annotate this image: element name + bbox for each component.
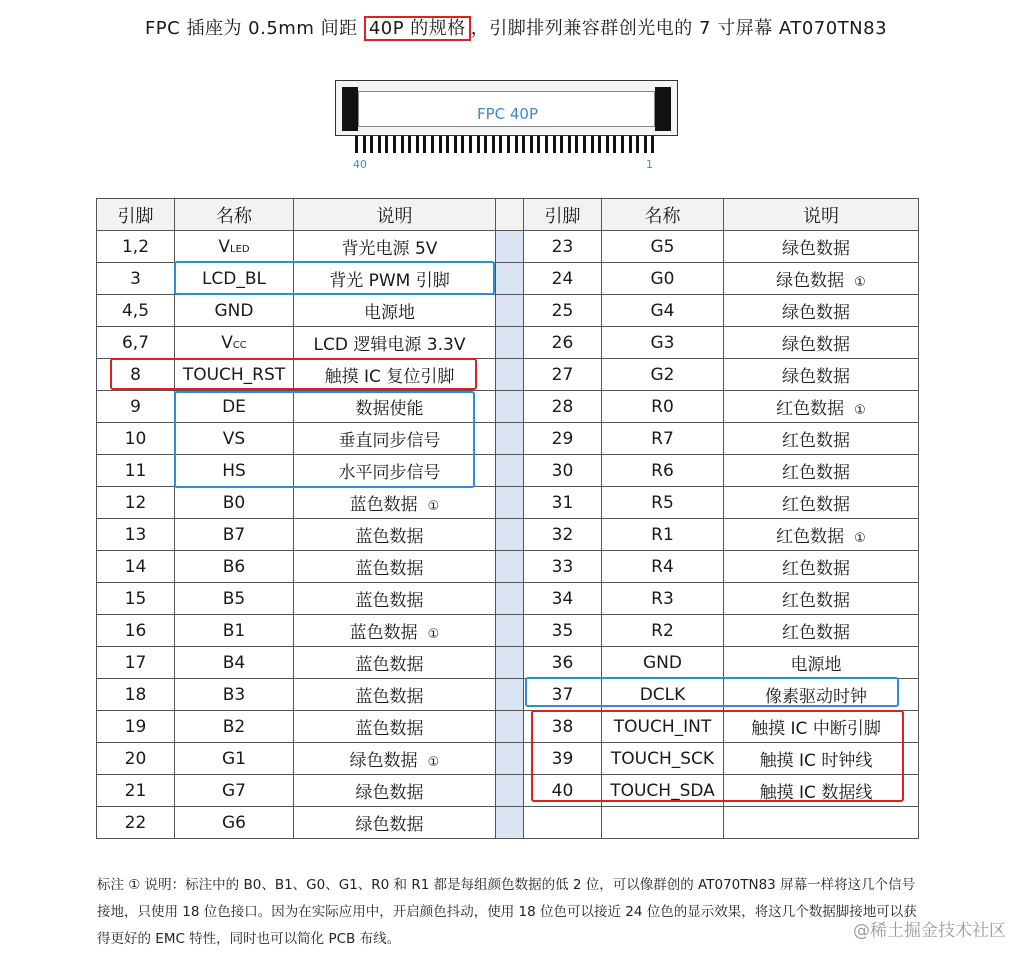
connector-pin: [598, 136, 601, 153]
footnote-marker: ①: [427, 499, 440, 514]
table-row: [97, 583, 919, 615]
desc-text: 红色数据: [776, 527, 845, 547]
cell-pin: 11: [97, 455, 175, 487]
cell-pin: 25: [524, 295, 602, 327]
cell-pin: 12: [97, 487, 175, 519]
header-pin: 引脚: [97, 199, 175, 231]
cell-name: TOUCH_INT: [602, 711, 724, 743]
connector-pin: [583, 136, 586, 153]
connector-pin: [522, 136, 525, 153]
name-text: G7: [222, 780, 246, 801]
cell-name: [175, 327, 294, 359]
connector-pin: [575, 136, 578, 153]
connector-pin: [644, 136, 647, 153]
table-separator: [496, 743, 524, 775]
cell-desc: [724, 519, 919, 551]
table-row: [97, 647, 919, 679]
cell-pin: 4,5: [97, 295, 175, 327]
table-row: [97, 711, 919, 743]
cell-desc: [294, 391, 496, 423]
cell-name: [175, 391, 294, 423]
cell-desc: [724, 583, 919, 615]
name-text: DE: [222, 396, 246, 417]
cell-name: R0: [602, 391, 724, 423]
connector-pin: [636, 136, 639, 153]
connector-pin: [408, 136, 411, 153]
cell-pin: 1,2: [97, 231, 175, 263]
cell-desc: [724, 295, 919, 327]
table-separator: [496, 359, 524, 391]
footnote-marker: ①: [854, 531, 866, 546]
name-text: G6: [222, 812, 246, 833]
cell-name: [175, 583, 294, 615]
connector-pin: [439, 136, 442, 153]
cell-pin: 26: [524, 327, 602, 359]
header-desc: 说明: [724, 199, 919, 231]
cell-name: G2: [602, 359, 724, 391]
name-subscript: LED: [230, 243, 250, 255]
table-row: [97, 775, 919, 807]
table-row: [97, 391, 919, 423]
desc-text: 红色数据: [782, 559, 850, 579]
connector-pin: [492, 136, 495, 153]
desc-text: 绿色数据: [355, 783, 424, 803]
connector-pin: [393, 136, 396, 153]
cell-name: DCLK: [602, 679, 724, 711]
table-separator: [496, 423, 524, 455]
table-row: [97, 295, 919, 327]
title-before: FPC 插座为 0.5mm 间距: [144, 18, 364, 39]
connector-pin: [553, 136, 556, 153]
cell-name: [175, 679, 294, 711]
cell-desc: [724, 231, 919, 263]
table-separator: [496, 711, 524, 743]
cell-name: G3: [602, 327, 724, 359]
cell-pin: 18: [97, 679, 175, 711]
cell-desc: [724, 711, 919, 743]
cell-pin: 15: [97, 583, 175, 615]
watermark: @稀土掘金技术社区: [853, 921, 1006, 941]
cell-desc: [294, 647, 496, 679]
table-row: [97, 743, 919, 775]
name-text: V: [221, 332, 233, 353]
name-text: B2: [222, 716, 246, 737]
cell-pin: 6,7: [97, 327, 175, 359]
table-separator: [496, 615, 524, 647]
name-subscript: CC: [232, 339, 247, 351]
cell-desc: [724, 679, 919, 711]
footnote-marker: ①: [854, 403, 866, 418]
cell-desc: [294, 359, 496, 391]
table-separator: [496, 263, 524, 295]
cell-pin: 17: [97, 647, 175, 679]
connector-pin: [568, 136, 571, 153]
table-row: [97, 263, 919, 295]
desc-text: 背光电源 5V: [341, 239, 438, 259]
cell-desc: [294, 679, 496, 711]
cell-desc: [294, 295, 496, 327]
connector-pin: [385, 136, 388, 153]
table-separator: [496, 199, 524, 231]
desc-text: 绿色数据: [782, 303, 850, 323]
table-separator: [496, 487, 524, 519]
cell-desc: [724, 455, 919, 487]
footnote-marker: ①: [427, 627, 440, 642]
cell-pin: 24: [524, 263, 602, 295]
cell-name: R5: [602, 487, 724, 519]
connector-pin: [446, 136, 449, 153]
name-text: TOUCH_RST: [182, 364, 286, 385]
connector-pin: [530, 136, 533, 153]
cell-desc: [724, 647, 919, 679]
table-header-row: [97, 199, 919, 231]
cell-name: [175, 487, 294, 519]
desc-text: 数据使能: [355, 399, 424, 419]
cell-desc: [724, 487, 919, 519]
desc-text: 红色数据: [782, 495, 850, 515]
footnote-marker: ①: [854, 275, 866, 290]
desc-text: 红色数据: [776, 399, 845, 419]
connector-pin: [355, 136, 358, 153]
desc-text: 蓝色数据: [355, 655, 424, 675]
connector-pin: [651, 136, 654, 153]
connector-pin: [401, 136, 404, 153]
cell-pin: 14: [97, 551, 175, 583]
desc-text: 蓝色数据: [355, 687, 424, 707]
name-text: B7: [222, 524, 246, 545]
cell-desc: [724, 615, 919, 647]
connector-pins: [355, 136, 658, 154]
cell-name: R2: [602, 615, 724, 647]
cell-pin: 13: [97, 519, 175, 551]
table-separator: [496, 295, 524, 327]
cell-pin: 20: [97, 743, 175, 775]
desc-text: 蓝色数据: [349, 495, 418, 515]
cell-name: TOUCH_SDA: [602, 775, 724, 807]
cell-pin: 39: [524, 743, 602, 775]
cell-desc: [294, 263, 496, 295]
page-title: [0, 14, 1032, 40]
connector-body: [335, 80, 678, 136]
name-text: B3: [222, 684, 246, 705]
cell-name: [175, 775, 294, 807]
cell-pin: 21: [97, 775, 175, 807]
connector-pin: [606, 136, 609, 153]
table-separator: [496, 679, 524, 711]
cell-pin: 23: [524, 231, 602, 263]
desc-text: 红色数据: [782, 431, 850, 451]
connector-pin: [431, 136, 434, 153]
cell-pin: 22: [97, 807, 175, 839]
name-text: V: [218, 236, 231, 257]
desc-text: 绿色数据: [782, 367, 850, 387]
title-highlight: 40P 的规格: [364, 16, 471, 41]
table-separator: [496, 455, 524, 487]
cell-desc: [294, 807, 496, 839]
cell-name: [175, 519, 294, 551]
cell-desc: [724, 743, 919, 775]
connector-pin: [416, 136, 419, 153]
cell-name: [175, 231, 294, 263]
name-text: VS: [222, 428, 246, 449]
cell-pin: 38: [524, 711, 602, 743]
name-text: B5: [222, 588, 246, 609]
cell-pin: 32: [524, 519, 602, 551]
cell-desc: [294, 487, 496, 519]
header-name: 名称: [602, 199, 724, 231]
cell-desc: [294, 711, 496, 743]
connector-pin: [591, 136, 594, 153]
footnote: 标注 ① 说明：标注中的 B0、B1、G0、G1、R0 和 R1 都是每组颜色数据的低 2 位，可以像群创的 AT070TN83 屏幕一样将这几个信号接地，只使用 18 位色接口。因为在实际应用中，开启颜色抖动，使用 18 位色可以接近 24 位色的显示效果，将这几个数据脚接地可以获得更好的 EMC 特性，同时也可以简化 PCB 布线。: [97, 877, 917, 947]
desc-text: 红色数据: [782, 591, 850, 611]
cell-desc: [294, 615, 496, 647]
cell-desc: [724, 263, 919, 295]
name-text: B6: [222, 556, 246, 577]
desc-text: 蓝色数据: [355, 591, 424, 611]
cell-desc: [294, 327, 496, 359]
desc-text: 绿色数据: [349, 751, 418, 771]
cell-name: [602, 807, 724, 839]
cell-name: R7: [602, 423, 724, 455]
desc-text: 蓝色数据: [355, 559, 424, 579]
desc-text: 触摸 IC 中断引脚: [751, 719, 881, 739]
cell-name: [175, 807, 294, 839]
table-row: [97, 487, 919, 519]
table-row: [97, 327, 919, 359]
desc-text: 绿色数据: [782, 239, 850, 259]
cell-pin: 37: [524, 679, 602, 711]
connector-pin-right-number: 1: [646, 158, 653, 171]
desc-text: 电源地: [790, 655, 842, 675]
table-row: [97, 359, 919, 391]
cell-desc: [724, 807, 919, 839]
connector-pin: [477, 136, 480, 153]
connector-label: FPC 40P: [476, 105, 539, 123]
desc-text: 绿色数据: [776, 271, 845, 291]
desc-text: 触摸 IC 数据线: [759, 783, 873, 803]
connector-pin: [545, 136, 548, 153]
desc-text: 蓝色数据: [355, 527, 424, 547]
table-separator: [496, 231, 524, 263]
name-text: B4: [222, 652, 246, 673]
cell-pin: 33: [524, 551, 602, 583]
cell-pin: 19: [97, 711, 175, 743]
connector-pin: [515, 136, 518, 153]
header-pin: 引脚: [524, 199, 602, 231]
cell-name: [175, 423, 294, 455]
desc-text: 红色数据: [782, 463, 850, 483]
connector-pin-left-number: 40: [353, 158, 367, 171]
cell-pin: 16: [97, 615, 175, 647]
table-row: [97, 807, 919, 839]
desc-text: 蓝色数据: [355, 719, 424, 739]
desc-text: 触摸 IC 时钟线: [759, 751, 873, 771]
cell-pin: 30: [524, 455, 602, 487]
footnote-marker: ①: [427, 755, 440, 770]
connector-pin: [629, 136, 632, 153]
connector-pin: [378, 136, 381, 153]
name-text: G1: [222, 748, 246, 769]
connector-pin: [423, 136, 426, 153]
cell-name: R6: [602, 455, 724, 487]
desc-text: 水平同步信号: [338, 463, 441, 483]
cell-pin: 29: [524, 423, 602, 455]
cell-name: [175, 359, 294, 391]
table-separator: [496, 583, 524, 615]
cell-name: [175, 263, 294, 295]
cell-desc: [724, 327, 919, 359]
connector-pin: [370, 136, 373, 153]
cell-desc: [724, 551, 919, 583]
table-row: [97, 551, 919, 583]
cell-pin: 9: [97, 391, 175, 423]
table-separator: [496, 647, 524, 679]
cell-name: [175, 711, 294, 743]
table-separator: [496, 327, 524, 359]
cell-pin: 3: [97, 263, 175, 295]
desc-text: 绿色数据: [355, 815, 424, 835]
table-row: [97, 615, 919, 647]
table-row: [97, 455, 919, 487]
cell-desc: [294, 231, 496, 263]
cell-desc: [294, 583, 496, 615]
cell-desc: [724, 775, 919, 807]
cell-name: R1: [602, 519, 724, 551]
pin-table: [96, 198, 919, 839]
table-row: [97, 519, 919, 551]
connector-pin: [461, 136, 464, 153]
cell-desc: [724, 359, 919, 391]
connector-pin: [363, 136, 366, 153]
cell-desc: [294, 455, 496, 487]
cell-pin: [524, 807, 602, 839]
cell-pin: 34: [524, 583, 602, 615]
cell-desc: [294, 519, 496, 551]
cell-name: [175, 743, 294, 775]
desc-text: LCD 逻辑电源 3.3V: [313, 335, 466, 355]
cell-desc: [294, 423, 496, 455]
connector-pin: [507, 136, 510, 153]
table-row: [97, 231, 919, 263]
fpc-connector-diagram: [335, 80, 680, 175]
name-text: GND: [214, 300, 254, 321]
cell-pin: 36: [524, 647, 602, 679]
cell-name: TOUCH_SCK: [602, 743, 724, 775]
header-name: 名称: [175, 199, 294, 231]
desc-text: 触摸 IC 复位引脚: [324, 367, 455, 387]
desc-text: 电源地: [364, 303, 415, 323]
desc-text: 蓝色数据: [349, 623, 418, 643]
cell-pin: 35: [524, 615, 602, 647]
header-desc: 说明: [294, 199, 496, 231]
connector-pin: [484, 136, 487, 153]
cell-pin: 31: [524, 487, 602, 519]
table-separator: [496, 775, 524, 807]
cell-name: R4: [602, 551, 724, 583]
name-text: B1: [222, 620, 246, 641]
table-row: [97, 679, 919, 711]
cell-desc: [294, 743, 496, 775]
connector-pin: [469, 136, 472, 153]
cell-name: G4: [602, 295, 724, 327]
cell-pin: 27: [524, 359, 602, 391]
cell-pin: 28: [524, 391, 602, 423]
cell-name: G5: [602, 231, 724, 263]
cell-name: [175, 295, 294, 327]
cell-name: [175, 551, 294, 583]
connector-pin: [537, 136, 540, 153]
connector-pin: [621, 136, 624, 153]
cell-name: GND: [602, 647, 724, 679]
cell-pin: 8: [97, 359, 175, 391]
name-text: HS: [222, 460, 246, 481]
cell-name: [175, 455, 294, 487]
table-separator: [496, 519, 524, 551]
cell-name: R3: [602, 583, 724, 615]
table-separator: [496, 551, 524, 583]
desc-text: 绿色数据: [782, 335, 850, 355]
cell-name: [175, 615, 294, 647]
desc-text: 垂直同步信号: [338, 431, 441, 451]
desc-text: 背光 PWM 引脚: [329, 271, 450, 291]
cell-desc: [724, 391, 919, 423]
cell-desc: [724, 423, 919, 455]
table-separator: [496, 391, 524, 423]
title-after: ，引脚排列兼容群创光电的 7 寸屏幕 AT070TN83: [470, 18, 888, 39]
table-row: [97, 423, 919, 455]
name-text: LCD_BL: [201, 268, 267, 289]
name-text: B0: [222, 492, 246, 513]
connector-pin: [499, 136, 502, 153]
cell-desc: [294, 551, 496, 583]
cell-pin: 10: [97, 423, 175, 455]
cell-name: G0: [602, 263, 724, 295]
connector-pin: [454, 136, 457, 153]
connector-pin: [560, 136, 563, 153]
cell-pin: 40: [524, 775, 602, 807]
connector-pin: [613, 136, 616, 153]
cell-name: [175, 647, 294, 679]
desc-text: 像素驱动时钟: [765, 687, 867, 707]
table-separator: [496, 807, 524, 839]
desc-text: 红色数据: [782, 623, 850, 643]
cell-desc: [294, 775, 496, 807]
